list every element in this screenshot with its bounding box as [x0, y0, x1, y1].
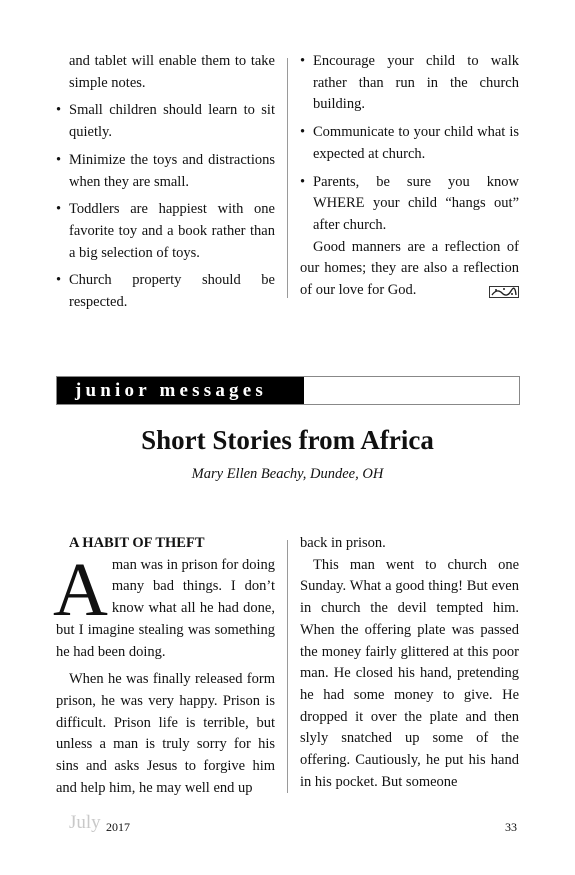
column-divider-top — [287, 58, 288, 298]
article-right-column — [300, 533, 519, 793]
article-title: Short Stories from Africa — [141, 425, 434, 455]
banner-label: junior messages — [75, 380, 267, 401]
list-item: • Encourage your child to walk rather than run in the church building. — [300, 51, 519, 116]
footer-year: 2017 — [106, 820, 130, 834]
opening-paragraph: Aman was in prison for doing many bad things. I don’t know what all he had done, but I imagine stealing was something he had been doing. — [53, 547, 275, 660]
list-item: • Communicate to your child what is expected at church. — [300, 122, 519, 165]
tips-list-right — [300, 51, 519, 237]
top-left-column — [56, 51, 275, 320]
page-number: 33 — [505, 820, 517, 834]
paragraph: This man went to church one Sunday. What a good thing! But even in church the devil tempted him. When the offering plate was passed the money fairly glittered at this poor man. He closed his hand, pretending he had some money to give. He dropped it over the plate and then slyly snatched up some of the offering. Cautiously, he put his hand in his pocket. But someone — [300, 556, 519, 790]
article-author: Mary Ellen Beachy, Dundee, OH — [191, 466, 384, 482]
paragraph: back in prison. — [300, 535, 386, 551]
list-item: • Toddlers are happiest with one favorite toy and a book rather than a big selection of toys. — [56, 199, 275, 264]
column-divider-article — [287, 540, 288, 793]
footer-month: July — [69, 812, 101, 833]
list-item: • Minimize the toys and distractions when they are small. — [56, 150, 275, 193]
story-heading: A HABIT OF THEFT — [69, 535, 205, 551]
list-item: • Small children should learn to sit quietly. — [56, 100, 275, 143]
paragraph: When he was finally released form prison, he was very happy. Prison is difficult. Prison life is terrible, but unless a man is truly sorry for his sins and asks Jesus to forgive him and help him, he may well end up — [56, 671, 275, 796]
list-item: • Church property should be respected. — [56, 270, 275, 313]
tips-list-left — [56, 100, 275, 313]
list-item: • Parents, be sure you know WHERE your child “hangs out” after church. — [300, 172, 519, 237]
end-ornament-icon — [489, 286, 519, 298]
top-right-column — [300, 51, 519, 302]
continued-bullet-text: and tablet will enable them to take simple notes. — [69, 53, 275, 91]
section-banner — [56, 376, 520, 405]
drop-cap: A — [53, 547, 108, 632]
closing-paragraph: Good manners are a reflection of our homes; they are also a reflection of our love for God. — [300, 238, 519, 299]
article-left-column — [53, 533, 275, 799]
